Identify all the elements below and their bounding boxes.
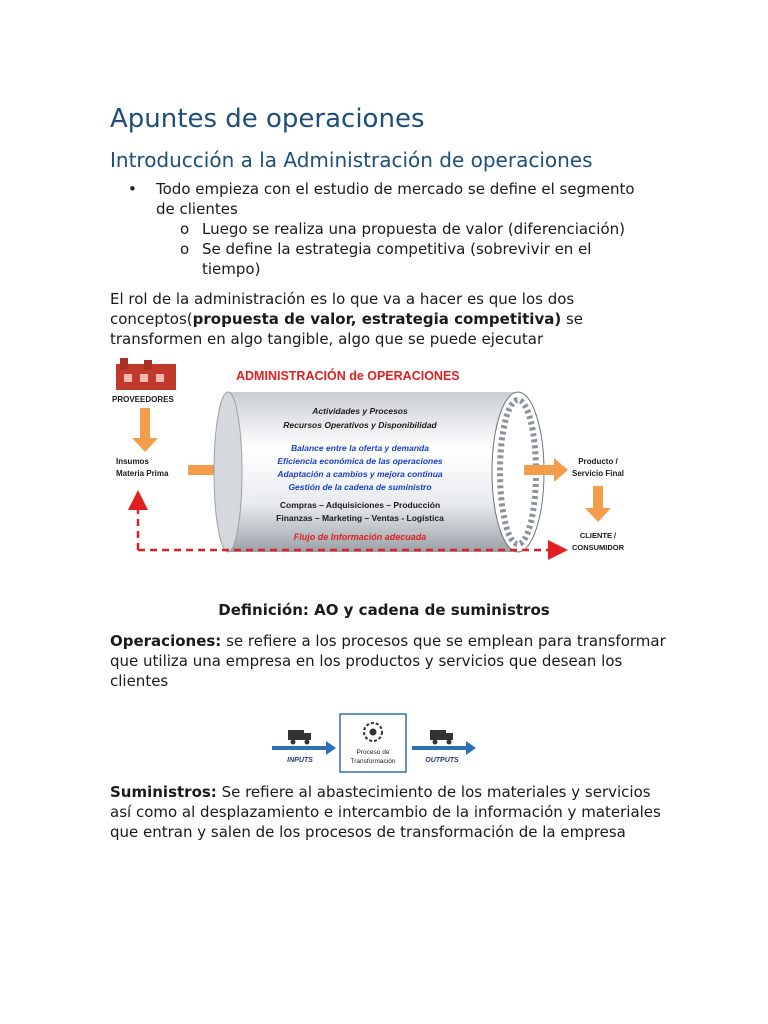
diagram-blue-line: Balance entre la oferta y demanda	[291, 443, 429, 453]
transformation-flow-diagram	[268, 712, 488, 776]
flujo-label: Flujo de Información adecuada	[293, 532, 427, 542]
servicio-final-label: Servicio Final	[571, 469, 625, 478]
diagram-blue-line: Adaptación a cambios y mejora continua	[277, 469, 443, 479]
diagram-dark-line: Compras – Adquisiciones – Producción	[279, 500, 441, 510]
paragraph-suministros	[110, 782, 670, 842]
right-arrow-icon	[272, 741, 336, 755]
paragraph-bold-text: propuesta de valor, estrategia competitiva)	[192, 310, 562, 328]
paragraph-operaciones	[110, 631, 670, 691]
diagram-line: Recursos Operativos y Disponibilidad	[283, 420, 437, 430]
circle-bullet-icon: o	[180, 220, 190, 238]
outputs-label: OUTPUTS	[425, 757, 459, 764]
paragraph-text: se transformen en algo tangible, algo que se puede ejecutar	[110, 310, 584, 348]
bullet-list	[110, 179, 670, 279]
materia-prima-label: Materia Prima	[116, 469, 169, 478]
diagram-title: ADMINISTRACIÓN de OPERACIONES	[236, 369, 460, 383]
factory-icon	[116, 358, 176, 390]
bullet-text: Todo empieza con el estudio de mercado se define el segmento de clientes	[156, 180, 635, 218]
circle-bullet-icon: o	[180, 240, 190, 258]
bullet-icon: •	[128, 180, 137, 198]
client-arrow-icon	[585, 486, 611, 522]
sub-bullet-text: Luego se realiza una propuesta de valor (diferenciación)	[202, 220, 626, 238]
inputs-label: INPUTS	[287, 757, 313, 764]
term-label: Suministros:	[110, 783, 217, 801]
process-box-line: Transformación	[350, 758, 396, 765]
diagram-dark-line: Finanzas – Marketing – Ventas - Logística	[276, 513, 444, 523]
paragraph-text: Se refiere al abastecimiento de los materiales y servicios así como al desplazamiento e intercambio de la información y materiales que entran y salen de los procesos de transformación de la empresa	[110, 783, 661, 841]
bullet-item	[110, 179, 656, 219]
paragraph-text: se refiere a los procesos que se emplean para transformar que utiliza una empresa en los productos y servicios que desean los clientes	[110, 632, 666, 690]
process-box-line: Proceso de	[356, 749, 390, 756]
term-label: Operaciones:	[110, 632, 222, 650]
figure-caption: Definición: AO y cadena de suministros	[218, 601, 550, 619]
sub-bullet-item	[110, 239, 652, 279]
sub-bullet-item	[110, 219, 652, 239]
page-title: Apuntes de operaciones	[110, 104, 425, 134]
paragraph-rol	[110, 289, 670, 349]
insumos-label: Insumos	[116, 457, 149, 466]
diagram-blue-line: Gestión de la cadena de suministro	[288, 482, 432, 492]
down-arrow-icon	[132, 408, 158, 452]
producto-label: Producto /	[578, 457, 618, 466]
operations-diagram	[110, 358, 650, 564]
paragraph-text: El rol de la administración es lo que va a hacer es que los dos conceptos(	[110, 290, 575, 328]
diagram-blue-line: Eficiencia económica de las operaciones	[277, 456, 443, 466]
cliente-label: CLIENTE /	[579, 531, 617, 540]
diagram-line: Actividades y Procesos	[312, 406, 408, 416]
truck-icon	[430, 730, 453, 745]
sub-bullet-text: Se define la estrategia competitiva (sobrevivir en el tiempo)	[202, 240, 592, 278]
section-heading: Introducción a la Administración de operaciones	[110, 148, 593, 172]
right-arrow-icon	[412, 741, 476, 755]
consumidor-label: CONSUMIDOR	[571, 543, 625, 552]
proveedores-label: PROVEEDORES	[112, 395, 174, 404]
truck-icon	[288, 730, 311, 745]
